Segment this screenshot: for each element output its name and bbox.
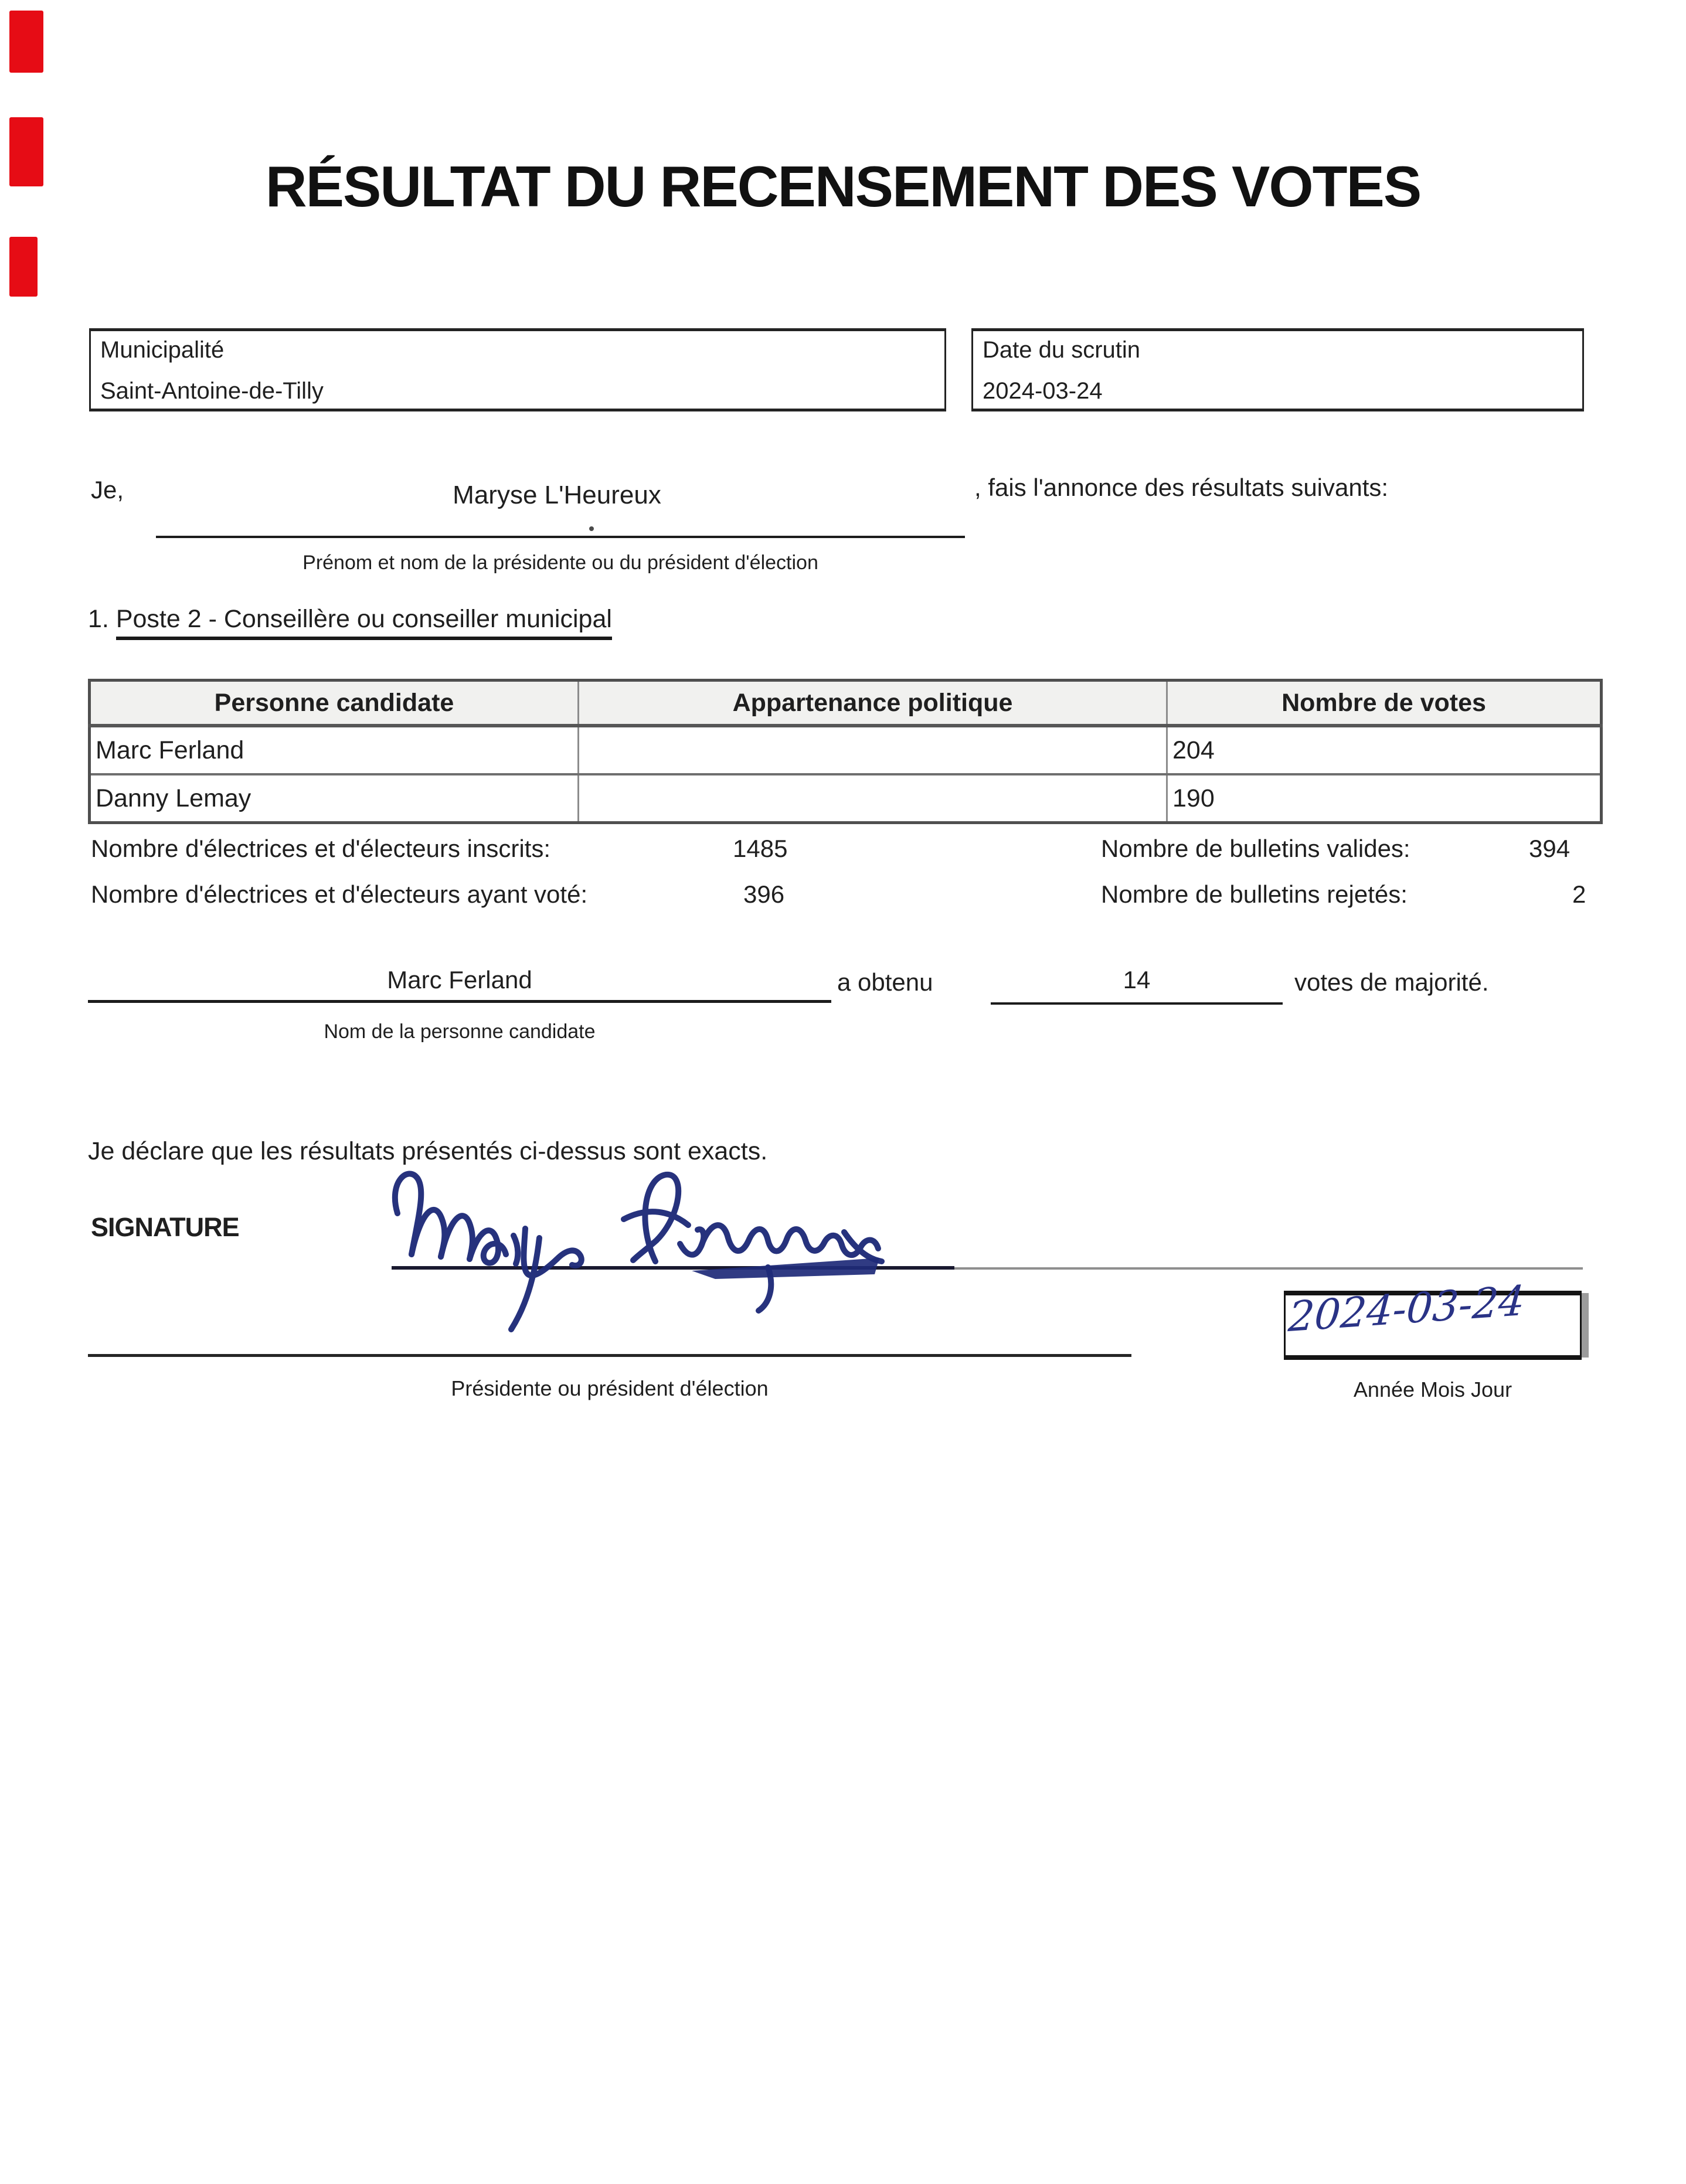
majority-underline <box>991 1002 1283 1005</box>
cell-candidate: Danny Lemay <box>90 774 579 823</box>
president-name: Maryse L'Heureux <box>453 481 661 509</box>
poll-date-label: Date du scrutin <box>983 337 1141 363</box>
poll-date-box <box>971 328 1584 411</box>
registered-label: Nombre d'électrices et d'électeurs inscrits: <box>91 835 550 862</box>
majority-value: 14 <box>1123 966 1151 994</box>
municipality-label: Municipalité <box>100 337 225 363</box>
voted-label: Nombre d'électrices et d'électeurs ayant voté: <box>91 880 588 908</box>
winner-underline <box>88 1000 831 1003</box>
position-number: 1. <box>88 605 109 633</box>
handwritten-date: 2024-03-24 <box>1287 1276 1527 1342</box>
header-candidate: Personne candidate <box>90 681 579 726</box>
municipality-value: Saint-Antoine-de-Tilly <box>100 378 324 404</box>
announcement-suffix: , fais l'annonce des résultats suivants: <box>974 474 1389 501</box>
rejected-ballots-value: 2 <box>1572 880 1586 908</box>
municipality-box <box>89 328 946 411</box>
cell-party <box>579 774 1167 823</box>
signature-label: SIGNATURE <box>91 1212 239 1242</box>
voted-value: 396 <box>743 880 785 908</box>
declaration-text: Je déclare que les résultats présentés ci-dessus sont exacts. <box>88 1137 768 1165</box>
name-underline <box>156 536 965 538</box>
date-box-caption: Année Mois Jour <box>1353 1377 1512 1401</box>
results-table <box>88 679 1603 824</box>
cell-votes: 190 <box>1167 774 1602 823</box>
page-title: RÉSULTAT DU RECENSEMENT DES VOTES <box>265 154 1421 219</box>
table-header-row <box>90 681 1602 726</box>
handwritten-signature <box>363 1150 950 1338</box>
poll-date-value: 2024-03-24 <box>983 378 1103 404</box>
majority-suffix: votes de majorité. <box>1294 968 1489 996</box>
announcement-prefix: Je, <box>91 476 124 504</box>
valid-ballots-value: 394 <box>1529 835 1571 862</box>
scanner-red-mark <box>9 237 38 297</box>
president-line-caption: Présidente ou président d'élection <box>451 1376 769 1400</box>
header-votes: Nombre de votes <box>1167 681 1602 726</box>
majority-middle: a obtenu <box>837 968 933 996</box>
president-name-caption: Prénom et nom de la présidente ou du président d'élection <box>302 552 818 574</box>
position-label: Poste 2 - Conseillère ou conseiller municipal <box>116 605 612 640</box>
signature-line-extension <box>954 1267 1583 1270</box>
header-party: Appartenance politique <box>579 681 1167 726</box>
ink-dot-artifact <box>589 526 594 531</box>
position-heading <box>88 605 612 634</box>
scanner-red-mark <box>9 11 43 73</box>
table-row <box>90 726 1602 774</box>
majority-winner: Marc Ferland <box>387 966 532 994</box>
table-row <box>90 774 1602 823</box>
cell-party <box>579 726 1167 774</box>
president-signature-line <box>88 1354 1131 1357</box>
cell-candidate: Marc Ferland <box>90 726 579 774</box>
valid-ballots-label: Nombre de bulletins valides: <box>1101 835 1410 862</box>
rejected-ballots-label: Nombre de bulletins rejetés: <box>1101 880 1408 908</box>
cell-votes: 204 <box>1167 726 1602 774</box>
registered-value: 1485 <box>733 835 788 862</box>
winner-caption: Nom de la personne candidate <box>324 1020 596 1043</box>
